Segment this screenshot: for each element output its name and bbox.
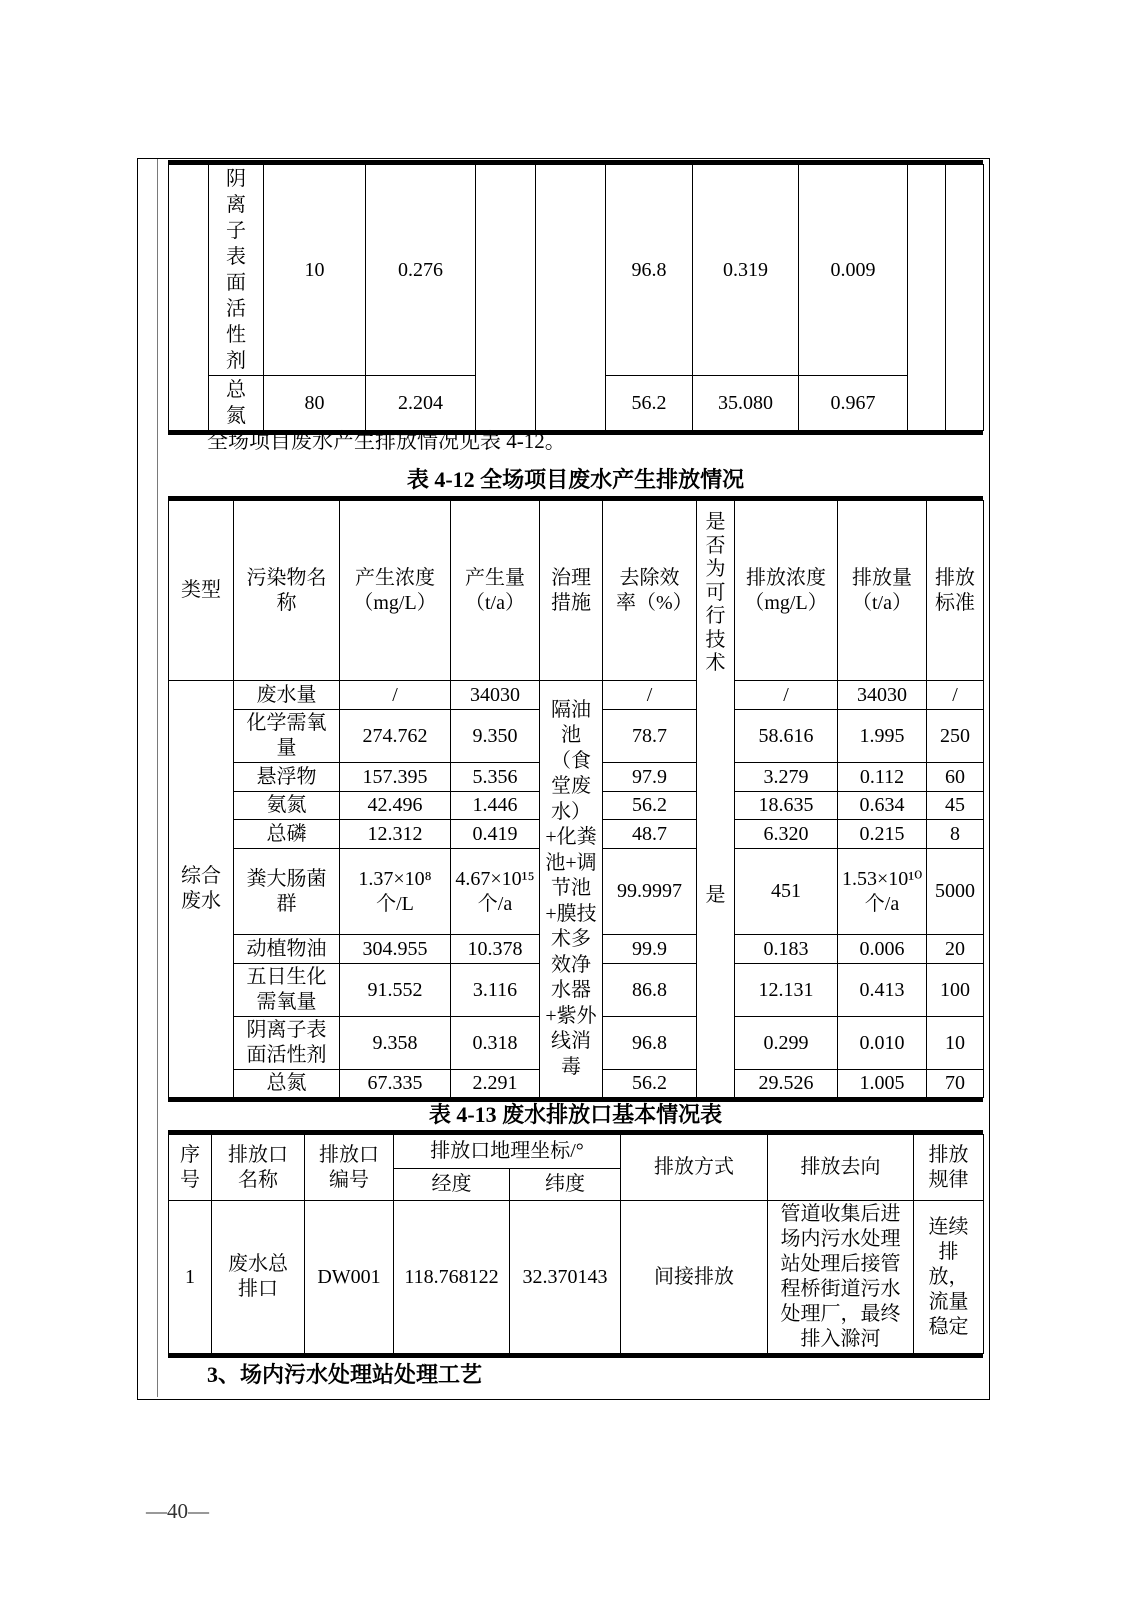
table-4-13 bbox=[168, 1130, 983, 1358]
value-cell: 3.116 bbox=[451, 964, 540, 1017]
value-cell: 91.552 bbox=[340, 964, 451, 1017]
value-cell: 10 bbox=[264, 165, 366, 376]
outlet-code-cell: DW001 bbox=[305, 1201, 394, 1354]
header-pollutant: 污染物名称 bbox=[234, 501, 340, 681]
table-continued bbox=[168, 160, 983, 435]
value-cell: 274.762 bbox=[340, 710, 451, 763]
value-cell: 250 bbox=[927, 710, 984, 763]
row-label: 动植物油 bbox=[234, 935, 340, 964]
value-cell: 0.413 bbox=[838, 964, 927, 1017]
value-cell: 9.350 bbox=[451, 710, 540, 763]
header-type: 类型 bbox=[169, 501, 234, 681]
row-label: 总氮 bbox=[234, 1070, 340, 1098]
header-removal: 去除效率（%） bbox=[603, 501, 697, 681]
value-cell: 1.005 bbox=[838, 1070, 927, 1098]
value-cell: 0.419 bbox=[451, 820, 540, 849]
value-cell: 1.446 bbox=[451, 792, 540, 820]
value-cell: 80 bbox=[264, 376, 366, 431]
value-cell: 34030 bbox=[451, 681, 540, 710]
value-cell: 48.7 bbox=[603, 820, 697, 849]
row-label: 悬浮物 bbox=[234, 763, 340, 792]
treatment-cell-empty bbox=[476, 165, 536, 431]
destination-cell: 管道收集后进场内污水处理站处理后接管程桥街道污水处理厂，最终排入滁河 bbox=[768, 1201, 914, 1354]
value-cell: 70 bbox=[927, 1070, 984, 1098]
type-cell-empty bbox=[169, 165, 209, 431]
feasible-column bbox=[697, 501, 735, 1098]
value-cell: 0.276 bbox=[366, 165, 476, 376]
value-cell: 0.967 bbox=[799, 376, 908, 431]
header-gen-amount: 产生量（t/a） bbox=[451, 501, 540, 681]
value-cell: 8 bbox=[927, 820, 984, 849]
latitude-cell: 32.370143 bbox=[510, 1201, 621, 1354]
row-label: 五日生化需氧量 bbox=[234, 964, 340, 1017]
value-cell: 10 bbox=[927, 1017, 984, 1070]
value-cell: 6.320 bbox=[735, 820, 838, 849]
header-longitude: 经度 bbox=[394, 1169, 510, 1201]
value-cell: 0.006 bbox=[838, 935, 927, 964]
value-cell: 86.8 bbox=[603, 964, 697, 1017]
empty-cell bbox=[946, 165, 984, 431]
value-cell: 0.215 bbox=[838, 820, 927, 849]
row-label: 总氮 bbox=[209, 376, 264, 431]
header-treatment: 治理措施 bbox=[540, 501, 603, 681]
value-cell: 96.8 bbox=[606, 165, 693, 376]
value-cell: 304.955 bbox=[340, 935, 451, 964]
row-label: 粪大肠菌群 bbox=[234, 849, 340, 935]
section-heading: 3、场内污水处理站处理工艺 bbox=[207, 1362, 483, 1387]
left-margin-rule bbox=[157, 159, 158, 1397]
value-cell: 56.2 bbox=[606, 376, 693, 431]
value-cell: 5000 bbox=[927, 849, 984, 935]
feasible-value: 是 bbox=[705, 884, 726, 906]
value-cell: 0.009 bbox=[799, 165, 908, 376]
index-cell: 1 bbox=[169, 1201, 212, 1354]
header-standard: 排放标准 bbox=[927, 501, 984, 681]
value-cell: 0.299 bbox=[735, 1017, 838, 1070]
value-cell: 42.496 bbox=[340, 792, 451, 820]
table-4-13-title: 表 4-13 废水排放口基本情况表 bbox=[428, 1102, 723, 1127]
row-label: 氨氮 bbox=[234, 792, 340, 820]
value-cell: 12.312 bbox=[340, 820, 451, 849]
value-cell: 0.183 bbox=[735, 935, 838, 964]
table-row bbox=[169, 681, 984, 710]
header-outlet-name: 排放口名称 bbox=[212, 1135, 305, 1201]
table-4-12 bbox=[168, 496, 983, 1102]
value-cell: 67.335 bbox=[340, 1070, 451, 1098]
value-cell: 56.2 bbox=[603, 1070, 697, 1098]
value-cell: 2.291 bbox=[451, 1070, 540, 1098]
header-row bbox=[169, 501, 984, 681]
value-cell: / bbox=[603, 681, 697, 710]
header-outlet-code: 排放口编号 bbox=[305, 1135, 394, 1201]
value-cell: 96.8 bbox=[603, 1017, 697, 1070]
value-cell: 451 bbox=[735, 849, 838, 935]
longitude-cell: 118.768122 bbox=[394, 1201, 510, 1354]
treatment-cell: 隔油池（食堂废水）+化粪池+调节池+膜技术多效净水器+紫外线消毒 bbox=[540, 681, 603, 1098]
value-cell: 157.395 bbox=[340, 763, 451, 792]
row-label: 阴离子表面活性剂 bbox=[209, 165, 264, 376]
value-cell: 78.7 bbox=[603, 710, 697, 763]
table-4-12-title: 表 4-12 全场项目废水产生排放情况 bbox=[406, 467, 745, 492]
header-method: 排放方式 bbox=[621, 1135, 768, 1201]
row-label: 总磷 bbox=[234, 820, 340, 849]
value-cell: 1.995 bbox=[838, 710, 927, 763]
value-cell: 56.2 bbox=[603, 792, 697, 820]
outlet-name-cell: 废水总排口 bbox=[212, 1201, 305, 1354]
value-cell: / bbox=[927, 681, 984, 710]
type-cell: 综合废水 bbox=[169, 681, 234, 1098]
header-pattern: 排放规律 bbox=[914, 1135, 984, 1201]
value-cell: 100 bbox=[927, 964, 984, 1017]
value-cell: 2.204 bbox=[366, 376, 476, 431]
method-cell: 间接排放 bbox=[621, 1201, 768, 1354]
value-cell: / bbox=[735, 681, 838, 710]
header-dis-amount: 排放量（t/a） bbox=[838, 501, 927, 681]
header-latitude: 纬度 bbox=[510, 1169, 621, 1201]
empty-cell bbox=[908, 165, 946, 431]
value-cell: 9.358 bbox=[340, 1017, 451, 1070]
row-label: 阴离子表面活性剂 bbox=[234, 1017, 340, 1070]
table-row bbox=[169, 1201, 984, 1354]
value-cell: 18.635 bbox=[735, 792, 838, 820]
value-cell: 3.279 bbox=[735, 763, 838, 792]
value-cell: 1.53×10¹⁰个/a bbox=[838, 849, 927, 935]
value-cell: 35.080 bbox=[693, 376, 799, 431]
value-cell: 97.9 bbox=[603, 763, 697, 792]
header-coordinates: 排放口地理坐标/° bbox=[394, 1135, 621, 1169]
value-cell: / bbox=[340, 681, 451, 710]
header-gen-conc: 产生浓度（mg/L） bbox=[340, 501, 451, 681]
header-index: 序号 bbox=[169, 1135, 212, 1201]
page-number: —40— bbox=[146, 1499, 209, 1523]
feasible-cell-empty bbox=[536, 165, 606, 431]
value-cell: 29.526 bbox=[735, 1070, 838, 1098]
value-cell: 34030 bbox=[838, 681, 927, 710]
value-cell: 0.634 bbox=[838, 792, 927, 820]
row-label: 废水量 bbox=[234, 681, 340, 710]
value-cell: 99.9997 bbox=[603, 849, 697, 935]
table-row bbox=[169, 165, 984, 376]
value-cell: 20 bbox=[927, 935, 984, 964]
value-cell: 99.9 bbox=[603, 935, 697, 964]
header-feasible: 是否为可行技术 bbox=[705, 511, 726, 674]
value-cell: 1.37×10⁸个/L bbox=[340, 849, 451, 935]
value-cell: 4.67×10¹⁵个/a bbox=[451, 849, 540, 935]
value-cell: 58.616 bbox=[735, 710, 838, 763]
row-label: 化学需氧量 bbox=[234, 710, 340, 763]
value-cell: 0.318 bbox=[451, 1017, 540, 1070]
intro-paragraph: 全场项目废水产生排放情况见表 4-12。 bbox=[207, 429, 566, 453]
value-cell: 5.356 bbox=[451, 763, 540, 792]
value-cell: 0.112 bbox=[838, 763, 927, 792]
header-row bbox=[169, 1135, 984, 1169]
value-cell: 60 bbox=[927, 763, 984, 792]
value-cell: 10.378 bbox=[451, 935, 540, 964]
header-dis-conc: 排放浓度（mg/L） bbox=[735, 501, 838, 681]
value-cell: 0.319 bbox=[693, 165, 799, 376]
value-cell: 45 bbox=[927, 792, 984, 820]
pattern-cell: 连续排放，流量稳定 bbox=[914, 1201, 984, 1354]
value-cell: 12.131 bbox=[735, 964, 838, 1017]
header-destination: 排放去向 bbox=[768, 1135, 914, 1201]
value-cell: 0.010 bbox=[838, 1017, 927, 1070]
